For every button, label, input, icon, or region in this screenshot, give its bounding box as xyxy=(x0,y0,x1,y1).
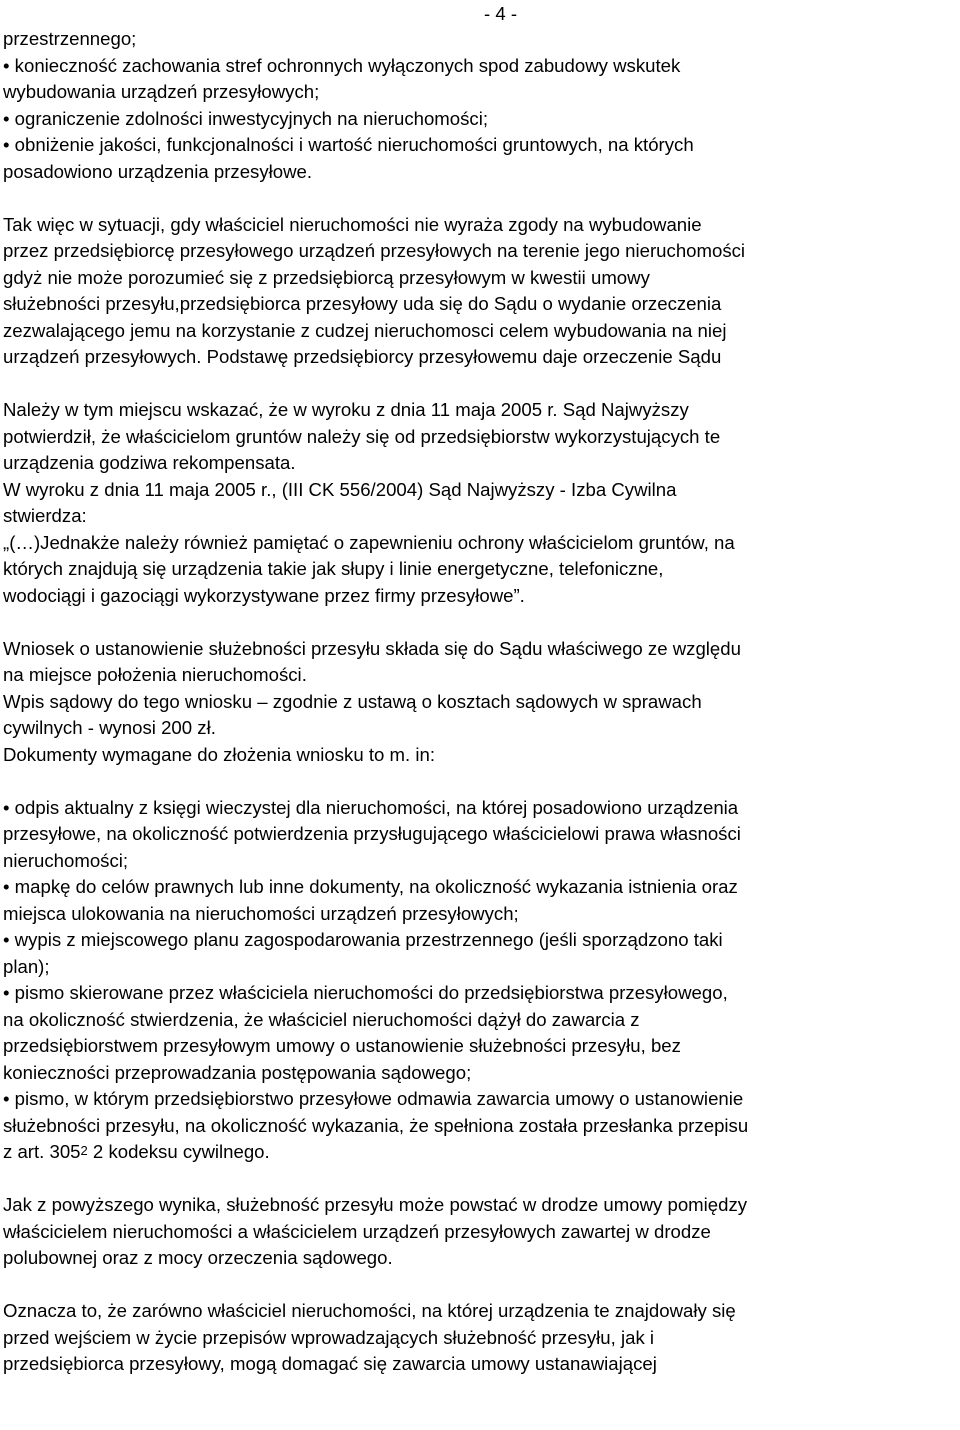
text-line: właścicielem nieruchomości a właścicielem urządzeń przesyłowych zawartej w drodze xyxy=(3,1220,711,1242)
paragraph-meaning xyxy=(3,1298,958,1378)
list-item: • wypis z miejscowego planu zagospodarowania przestrzennego (jeśli sporządzono taki xyxy=(3,929,723,950)
intro-list xyxy=(3,26,958,185)
list-item: • ograniczenie zdolności inwestycyjnych na nieruchomości; xyxy=(3,107,489,129)
text-fragment: 2 kodeksu cywilnego. xyxy=(87,1141,270,1162)
text-line: służebności przesyłu, na okoliczność wykazania, że spełniona została przesłanka przepisu xyxy=(3,1114,749,1136)
text-line: cywilnych - wynosi 200 zł. xyxy=(3,717,216,738)
text-fragment: z art. 305 xyxy=(3,1141,81,1162)
text-line: gdyż nie może porozumieć się z przedsiębiorcą przesyłowym w kwestii umowy xyxy=(3,266,650,288)
text-line: urządzenia godziwa rekompensata. xyxy=(3,452,296,473)
text-line: posadowiono urządzenia przesyłowe. xyxy=(3,160,313,182)
paragraph-conclusion xyxy=(3,1192,958,1272)
text-line: służebności przesyłu,przedsiębiorca przesyłowy uda się do Sądu o wydanie orzeczenia xyxy=(3,293,722,314)
paragraph-situation xyxy=(3,212,958,371)
list-item: • pismo skierowane przez właściciela nieruchomości do przedsiębiorstwa przesyłowego, xyxy=(3,982,728,1003)
required-documents-list xyxy=(3,795,958,1166)
list-item: • obniżenie jakości, funkcjonalności i wartość nieruchomości gruntowych, na których xyxy=(3,134,694,155)
text-line: na okoliczność stwierdzenia, że właściciel nieruchomości dążył do zawarcia z xyxy=(3,1008,640,1030)
text-line: Jak z powyższego wynika, służebność przesyłu może powstać w drodze umowy pomiędzy xyxy=(3,1194,748,1215)
paragraph-court-ruling xyxy=(3,397,958,609)
text-line: potwierdził, że właścicielom gruntów należy się od przedsiębiorstw wykorzystujących te xyxy=(3,425,721,447)
text-line: konieczności przeprowadzania postępowania sądowego; xyxy=(3,1061,472,1083)
text-line: przedsiębiorca przesyłowy, mogą domagać się zawarcia umowy ustanawiającej xyxy=(3,1353,657,1374)
text-line: przestrzennego; xyxy=(3,28,137,49)
text-line: wybudowania urządzeń przesyłowych; xyxy=(3,81,320,102)
text-line: Dokumenty wymagane do złożenia wniosku to m. in: xyxy=(3,743,435,765)
text-line: Wpis sądowy do tego wniosku – zgodnie z ustawą o kosztach sądowych w sprawach xyxy=(3,690,702,712)
list-item: • odpis aktualny z księgi wieczystej dla nieruchomości, na której posadowiono urządzenia xyxy=(3,796,739,818)
text-line: Należy w tym miejscu wskazać, że w wyroku z dnia 11 maja 2005 r. Sąd Najwyższy xyxy=(3,399,689,420)
text-line: przesyłowe, na okoliczność potwierdzenia przysługującego właścicielowi prawa własności xyxy=(3,823,741,844)
text-line: urządzeń przesyłowych. Podstawę przedsiębiorcy przesyłowemu daje orzeczenie Sądu xyxy=(3,346,722,367)
quote-line: których znajdują się urządzenia takie jak słupy i linie energetyczne, telefoniczne, xyxy=(3,558,664,579)
list-item: • konieczność zachowania stref ochronnych wyłączonych spod zabudowy wskutek xyxy=(3,54,681,76)
text-line: Tak więc w sytuacji, gdy właściciel nieruchomości nie wyraża zgody na wybudowanie xyxy=(3,213,702,235)
page-number: - 4 - xyxy=(483,3,518,24)
text-line: przed wejściem w życie przepisów wprowadzających służebność przesyłu, jak i xyxy=(3,1326,655,1348)
text-line: plan); xyxy=(3,955,50,977)
text-line: stwierdza: xyxy=(3,505,87,526)
paragraph-application xyxy=(3,636,958,769)
quote-line: „(…)Jednakże należy również pamiętać o zapewnieniu ochrony właścicielom gruntów, na xyxy=(3,531,735,553)
text-line: przez przedsiębiorcę przesyłowego urządzeń przesyłowych na terenie jego nieruchomości xyxy=(3,240,746,261)
text-line: nieruchomości; xyxy=(3,849,129,871)
text-line: polubownej oraz z mocy orzeczenia sądowego. xyxy=(3,1247,393,1268)
document-page xyxy=(3,0,958,1378)
text-line: zezwalającego jemu na korzystanie z cudzej nieruchomosci celem wybudowania na niej xyxy=(3,319,727,341)
list-item: • mapkę do celów prawnych lub inne dokumenty, na okoliczność wykazania istnienia oraz xyxy=(3,876,738,897)
list-item: • pismo, w którym przedsiębiorstwo przesyłowe odmawia zawarcia umowy o ustanowienie xyxy=(3,1088,744,1109)
superscript: 2 xyxy=(80,1143,88,1158)
text-line: W wyroku z dnia 11 maja 2005 r., (III CK 556/2004) Sąd Najwyższy - Izba Cywilna xyxy=(3,478,677,500)
text-line: Wniosek o ustanowienie służebności przesyłu składa się do Sądu właściwego ze względu xyxy=(3,637,741,659)
quote-line: wodociągi i gazociągi wykorzystywane przez firmy przesyłowe”. xyxy=(3,584,525,606)
text-line: na miejsce położenia nieruchomości. xyxy=(3,664,307,685)
text-line: miejsca ulokowania na nieruchomości urządzeń przesyłowych; xyxy=(3,902,519,924)
text-line: przedsiębiorstwem przesyłowym umowy o ustanowienie służebności przesyłu, bez xyxy=(3,1035,681,1056)
text-line: Oznacza to, że zarówno właściciel nieruchomości, na której urządzenia te znajdowały się xyxy=(3,1300,736,1321)
text-line xyxy=(3,1139,958,1166)
